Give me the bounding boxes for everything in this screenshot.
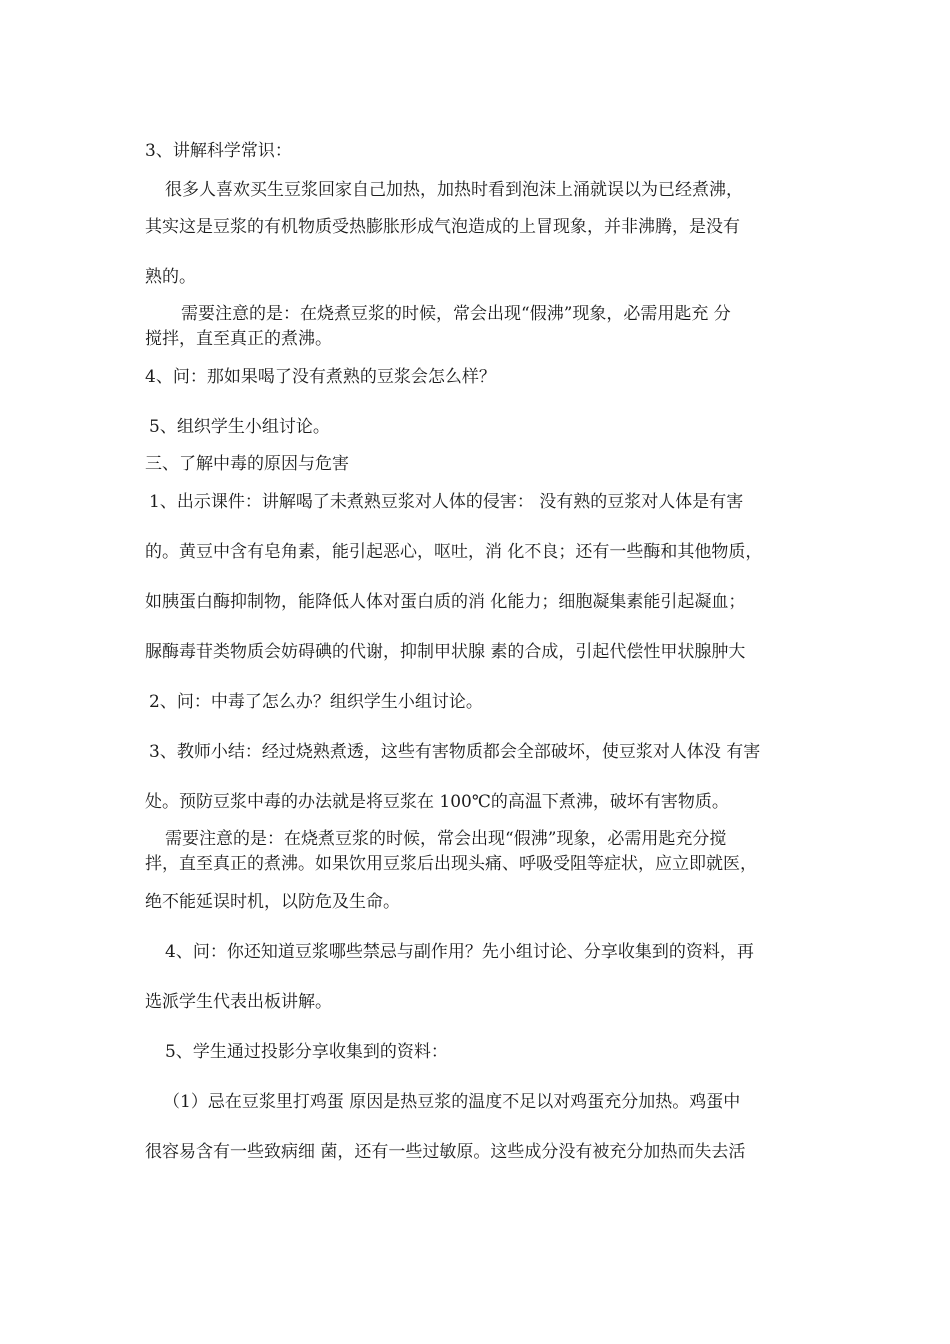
paragraph-line: 1、出示课件：讲解喝了未煮熟豆浆对人体的侵害： 没有熟的豆浆对人体是有害 — [149, 492, 744, 512]
question-line: 4、问：你还知道豆浆哪些禁忌与副作用？先小组讨论、分享收集到的资料，再 — [165, 942, 754, 962]
paragraph-line: 其实这是豆浆的有机物质受热膨胀形成气泡造成的上冒现象，并非沸腾，是没有 — [145, 217, 740, 237]
paragraph-line: 需要注意的是：在烧煮豆浆的时候，常会出现“假沸”现象，必需用匙充 分 — [181, 304, 731, 324]
paragraph-line: 熟的。 — [145, 267, 196, 287]
paragraph-line: 搅拌，直至真正的煮沸。 — [145, 329, 332, 349]
list-item: 5、学生通过投影分享收集到的资料： — [165, 1042, 448, 1062]
paragraph-line: 如胰蛋白酶抑制物，能降低人体对蛋白质的消 化能力；细胞凝集素能引起凝血； — [145, 592, 746, 612]
paragraph-line: 脲酶毒苷类物质会妨碍碘的代谢，抑制甲状腺 素的合成，引起代偿性甲状腺肿大 — [145, 642, 746, 662]
section-heading: 3、讲解科学常识： — [145, 141, 292, 161]
paragraph-line: 的。黄豆中含有皂角素，能引起恶心，呕吐，消 化不良；还有一些酶和其他物质， — [145, 542, 763, 562]
paragraph-line: 很容易含有一些致病细 菌，还有一些过敏原。这些成分没有被充分加热而失去活 — [145, 1142, 746, 1162]
section-heading: 三、了解中毒的原因与危害 — [145, 454, 349, 474]
list-item: 2、问：中毒了怎么办？组织学生小组讨论。 — [149, 692, 483, 712]
paragraph-line: 需要注意的是：在烧煮豆浆的时候，常会出现“假沸”现象，必需用匙充分搅 — [165, 829, 727, 849]
paragraph-line: 很多人喜欢买生豆浆回家自己加热，加热时看到泡沫上涌就误以为已经煮沸， — [165, 180, 743, 200]
paragraph-line: 处。预防豆浆中毒的办法就是将豆浆在 100℃的高温下煮沸，破坏有害物质。 — [145, 792, 729, 812]
paragraph-line: 3、教师小结：经过烧熟煮透，这些有害物质都会全部破坏，使豆浆对人体没 有害 — [149, 742, 761, 762]
list-item: 5、组织学生小组讨论。 — [149, 417, 330, 437]
paragraph-line: 绝不能延误时机，以防危及生命。 — [145, 892, 400, 912]
paragraph-line: 拌，直至真正的煮沸。如果饮用豆浆后出现头痛、呼吸受阻等症状，应立即就医， — [145, 854, 757, 874]
paragraph-line: 选派学生代表出板讲解。 — [145, 992, 332, 1012]
question-line: 4、问：那如果喝了没有煮熟的豆浆会怎么样？ — [145, 367, 496, 387]
list-item: （1）忌在豆浆里打鸡蛋 原因是热豆浆的温度不足以对鸡蛋充分加热。鸡蛋中 — [163, 1092, 741, 1112]
